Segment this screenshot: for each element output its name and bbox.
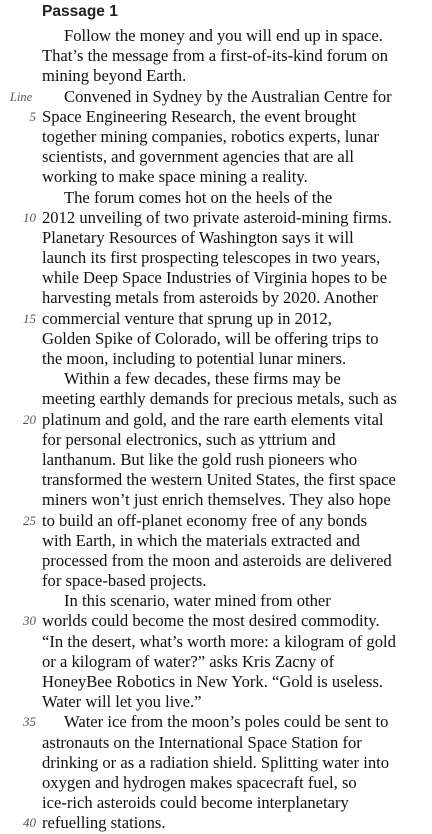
passage-line: [0, 167, 432, 187]
passage-line: [0, 107, 432, 127]
passage-line-text: refuelling stations.: [42, 813, 166, 833]
passage-line-text: while Deep Space Industries of Virginia hopes to be: [42, 268, 387, 288]
line-number: 30: [23, 613, 36, 629]
passage-line: [0, 611, 432, 631]
passage-line-text: Follow the money and you will end up in space.: [64, 26, 383, 45]
passage-line-text: processed from the moon and asteroids are delivered: [42, 550, 392, 570]
passage-line-text: “In the desert, what’s worth more: a kilogram of gold: [42, 631, 396, 651]
passage-line: [0, 87, 432, 107]
passage-line-text: In this scenario, water mined from other: [64, 591, 331, 611]
passage-line-text: Water ice from the moon’s poles could be sent to: [64, 712, 389, 732]
passage-line: [0, 652, 432, 672]
line-number: 35: [23, 714, 36, 730]
line-number: 40: [23, 815, 36, 831]
passage-line-text: mining beyond Earth.: [42, 66, 187, 86]
passage-line: [0, 430, 432, 450]
passage-line-text: working to make space mining a reality.: [42, 167, 308, 187]
passage-line-text: Planetary Resources of Washington says it will: [42, 227, 354, 247]
passage-line: [0, 410, 432, 430]
passage-line: [0, 288, 432, 308]
passage-line-text: That’s the message from a first-of-its-kind forum on: [42, 46, 389, 66]
passage-line: [0, 692, 432, 712]
passage-line: [0, 188, 432, 208]
passage-line-text: The forum comes hot on the heels of the: [64, 187, 333, 207]
passage-line: [0, 349, 432, 369]
passage-line: [0, 248, 432, 268]
passage-line-text: harvesting metals from asteroids by 2020. Another: [42, 288, 378, 308]
passage-line-text: the moon, including to potential lunar miners.: [42, 349, 347, 368]
passage-line-text: drinking or as a radiation shield. Splitting water into: [42, 752, 390, 772]
passage-line-text: meeting earthly demands for precious metals, such as: [42, 389, 397, 409]
passage-line-text: oxygen and hydrogen makes spacecraft fuel, so: [42, 772, 357, 792]
passage-line: [0, 329, 432, 349]
passage-line-text: miners won’t just enrich themselves. They also hope: [42, 490, 391, 510]
passage-line: [0, 127, 432, 147]
passage-line-text: ice-rich asteroids could become interplanetary: [42, 793, 349, 813]
line-number: 20: [23, 411, 36, 427]
passage-line-text: with Earth, in which the materials extracted and: [42, 530, 360, 550]
line-number: 15: [23, 310, 36, 326]
passage-line: [0, 551, 432, 571]
passage-line-text: commercial venture that sprung up in 2012,: [42, 308, 332, 328]
line-number: 5: [29, 108, 36, 124]
passage-line-text: for space-based projects.: [42, 571, 207, 591]
passage-line-text: transformed the western United States, the first space: [42, 470, 396, 490]
passage-line-text: worlds could become the most desired commodity.: [42, 611, 380, 631]
passage-line: [0, 26, 432, 46]
passage-line: [0, 470, 432, 490]
passage-line-text: scientists, and government agencies that are all: [42, 147, 354, 167]
passage-line: [0, 531, 432, 551]
passage-line: [0, 773, 432, 793]
passage-line: [0, 511, 432, 531]
passage-line: [0, 591, 432, 611]
passage-line: [0, 672, 432, 692]
passage-line: [0, 369, 432, 389]
passage-line-text: or a kilogram of water?” asks Kris Zacny of: [42, 651, 335, 671]
passage-line: [0, 66, 432, 86]
passage-line: [0, 46, 432, 66]
passage-heading: Passage 1: [42, 3, 118, 20]
passage-line-text: Golden Spike of Colorado, will be offering trips to: [42, 328, 379, 348]
passage-line-text: to build an off-planet economy free of any bonds: [42, 510, 368, 530]
passage-line: [0, 228, 432, 248]
line-number: 25: [23, 512, 36, 528]
line-number: 10: [23, 209, 36, 225]
passage-line: [0, 490, 432, 510]
passage-line: [0, 268, 432, 288]
passage-line-text: 2012 unveiling of two private asteroid-mining firms.: [42, 207, 392, 227]
passage-line-text: HoneyBee Robotics in New York. “Gold is useless.: [42, 672, 384, 691]
passage-line-text: Within a few decades, these firms may be: [64, 369, 341, 389]
passage-line: [0, 389, 432, 409]
passage-line: [0, 147, 432, 167]
passage-line-text: Water will let you live.”: [42, 692, 202, 712]
passage-line: [0, 813, 432, 833]
passage-body: [0, 26, 432, 834]
passage-line-text: platinum and gold, and the rare earth elements vital: [42, 409, 384, 429]
passage-line-text: lanthanum. But like the gold rush pioneers who: [42, 449, 358, 469]
passage-line: [0, 632, 432, 652]
passage-line: [0, 753, 432, 773]
passage-line: [0, 712, 432, 732]
passage-line-text: Space Engineering Research, the event brought: [42, 106, 357, 126]
passage-line-text: launch its first prospecting telescopes in two years,: [42, 248, 381, 268]
passage-line-text: together mining companies, robotics experts, lunar: [42, 126, 379, 146]
passage-line: [0, 208, 432, 228]
passage-line-text: for personal electronics, such as yttrium and: [42, 429, 336, 449]
passage-line-text: astronauts on the International Space Station for: [42, 732, 362, 752]
passage-line: [0, 733, 432, 753]
line-label: Line: [10, 89, 33, 104]
passage-line: [0, 309, 432, 329]
passage-line-text: Convened in Sydney by the Australian Centre for: [64, 86, 392, 106]
passage-line: [0, 450, 432, 470]
passage-line: [0, 793, 432, 813]
passage-line: [0, 571, 432, 591]
